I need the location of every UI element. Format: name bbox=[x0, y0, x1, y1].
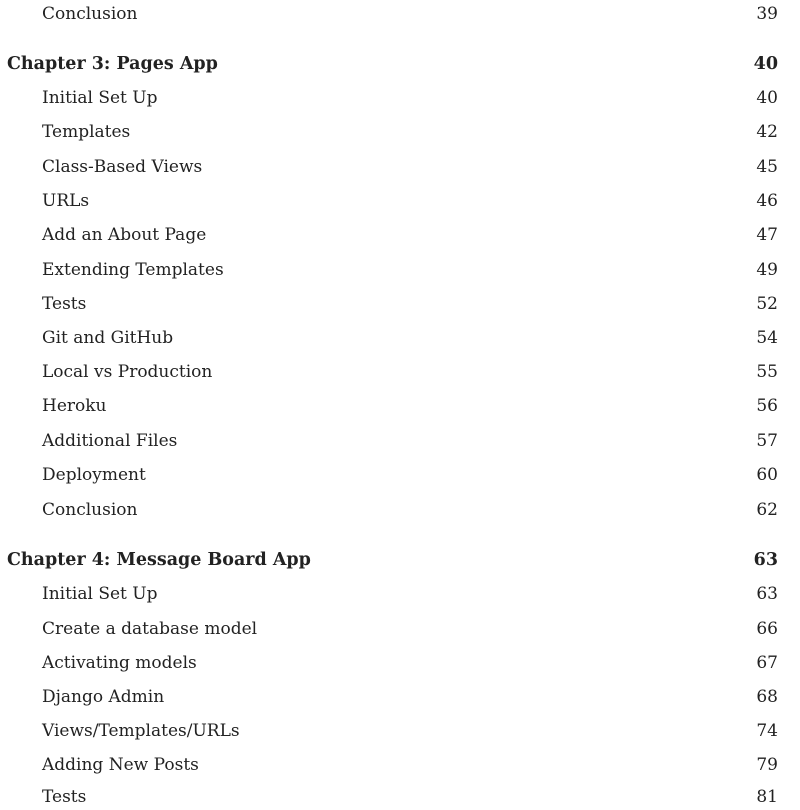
toc-entry-page: 45 bbox=[756, 157, 778, 177]
toc-entry-title: Conclusion bbox=[42, 500, 138, 520]
toc-chapter-page: 63 bbox=[753, 550, 778, 570]
toc-entry-title: Views/Templates/URLs bbox=[42, 721, 240, 741]
toc-chapter-page: 40 bbox=[753, 54, 778, 74]
toc-entry-page: 62 bbox=[756, 500, 778, 520]
toc-entry-title: Initial Set Up bbox=[42, 88, 158, 108]
toc-entry[interactable] bbox=[0, 428, 800, 454]
toc-entry[interactable] bbox=[0, 752, 800, 778]
toc-entry[interactable] bbox=[0, 222, 800, 248]
toc-entry-page: 46 bbox=[756, 191, 778, 211]
toc-entry-page: 42 bbox=[756, 122, 778, 142]
toc-entry-page: 67 bbox=[756, 653, 778, 673]
toc-entry-title: Heroku bbox=[42, 396, 107, 416]
toc-entry-title: Initial Set Up bbox=[42, 584, 158, 604]
toc-entry-title: Additional Files bbox=[42, 431, 178, 451]
toc-entry[interactable] bbox=[0, 684, 800, 710]
toc-entry-page: 74 bbox=[756, 721, 778, 741]
toc-entry-page: 66 bbox=[756, 619, 778, 639]
toc-entry-page: 49 bbox=[756, 260, 778, 280]
toc-entry-page: 55 bbox=[756, 362, 778, 382]
toc-entry-page: 56 bbox=[756, 396, 778, 416]
toc-entry[interactable] bbox=[0, 85, 800, 111]
toc-entry[interactable] bbox=[0, 291, 800, 317]
toc-entry-page: 63 bbox=[756, 584, 778, 604]
toc-entry[interactable] bbox=[0, 718, 800, 744]
toc-entry[interactable] bbox=[0, 462, 800, 488]
toc-entry[interactable] bbox=[0, 1, 800, 27]
toc-entry-title: URLs bbox=[42, 191, 90, 211]
toc-entry-title: Adding New Posts bbox=[42, 755, 199, 775]
toc-entry-title: Git and GitHub bbox=[42, 328, 174, 348]
toc-entry-page: 40 bbox=[756, 88, 778, 108]
toc-entry[interactable] bbox=[0, 497, 800, 523]
toc-entry-page: 68 bbox=[756, 687, 778, 707]
toc-chapter-title: Chapter 3: Pages App bbox=[7, 54, 218, 74]
toc-entry[interactable] bbox=[0, 581, 800, 607]
toc-entry-title: Add an About Page bbox=[42, 225, 207, 245]
toc-chapter-title: Chapter 4: Message Board App bbox=[7, 550, 311, 570]
toc-entry-page: 54 bbox=[756, 328, 778, 348]
toc-entry-title: Create a database model bbox=[42, 619, 258, 639]
toc-entry-page: 39 bbox=[756, 4, 778, 24]
toc-entry-title: Class-Based Views bbox=[42, 157, 203, 177]
toc-entry-page: 81 bbox=[756, 787, 778, 807]
toc-entry-title: Activating models bbox=[42, 653, 197, 673]
toc-entry-title: Conclusion bbox=[42, 4, 138, 24]
toc-entry-title: Django Admin bbox=[42, 687, 165, 707]
toc-chapter-heading[interactable] bbox=[0, 547, 800, 573]
toc-chapter-heading[interactable] bbox=[0, 51, 800, 77]
toc-entry-page: 79 bbox=[756, 755, 778, 775]
toc-entry-title: Extending Templates bbox=[42, 260, 224, 280]
toc-entry[interactable] bbox=[0, 154, 800, 180]
toc-entry[interactable] bbox=[0, 393, 800, 419]
toc-entry[interactable] bbox=[0, 188, 800, 214]
toc-entry-title: Deployment bbox=[42, 465, 146, 485]
toc-entry-title: Tests bbox=[42, 294, 87, 314]
toc-entry[interactable] bbox=[0, 257, 800, 283]
toc-entry-title: Tests bbox=[42, 787, 87, 807]
toc-entry-page: 47 bbox=[756, 225, 778, 245]
toc-entry-title: Templates bbox=[42, 122, 131, 142]
toc-entry-page: 60 bbox=[756, 465, 778, 485]
toc-entry[interactable] bbox=[0, 119, 800, 145]
toc-entry[interactable] bbox=[0, 325, 800, 351]
toc-entry[interactable] bbox=[0, 616, 800, 642]
toc-entry-page: 57 bbox=[756, 431, 778, 451]
toc-entry[interactable] bbox=[0, 650, 800, 676]
toc-entry[interactable] bbox=[0, 359, 800, 385]
toc-entry-page: 52 bbox=[756, 294, 778, 314]
toc-entry[interactable] bbox=[0, 784, 800, 810]
toc-entry-title: Local vs Production bbox=[42, 362, 213, 382]
